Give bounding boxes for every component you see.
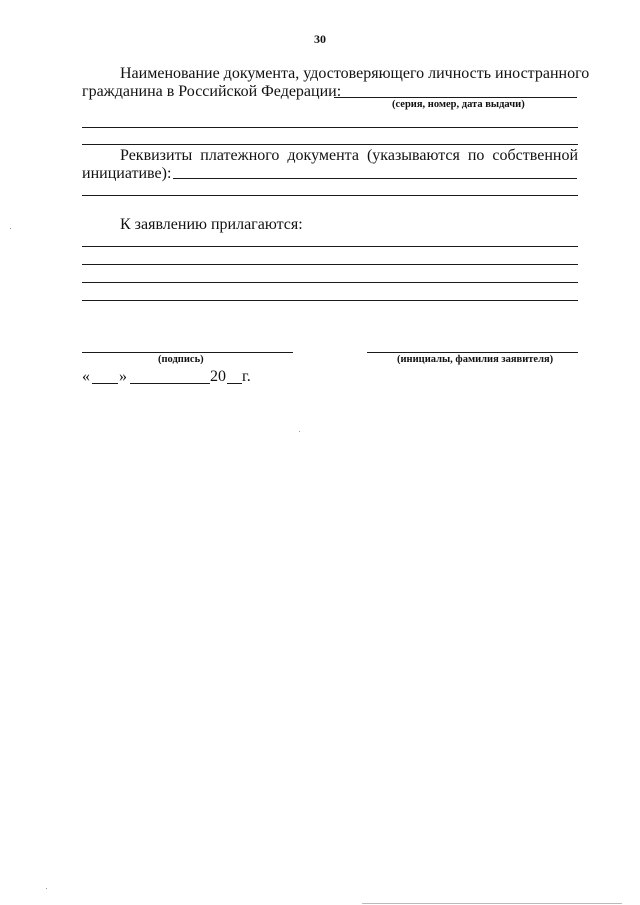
id-document-hint: (серия, номер, дата выдачи) <box>392 99 525 110</box>
id-document-label: гражданина в Российской Федерации: <box>82 83 342 100</box>
date-year-suffix: г. <box>242 368 251 385</box>
payment-details-label: инициативе): <box>82 165 172 182</box>
scan-speck <box>299 431 300 432</box>
scan-speck <box>10 228 11 229</box>
date-close-quote: » <box>119 368 127 385</box>
payment-details-heading: Реквизиты платежного документа (указываются по собственной <box>120 147 578 164</box>
payment-details-field-line-2[interactable] <box>82 195 578 196</box>
id-document-field-line-2[interactable] <box>82 127 578 128</box>
signature-line[interactable] <box>82 352 293 353</box>
signature-hint: (подпись) <box>158 354 204 365</box>
date-year-prefix: 20 <box>210 368 226 385</box>
date-month-field[interactable] <box>130 383 210 384</box>
attachments-label: К заявлению прилагаются: <box>120 216 303 233</box>
attachments-line-4[interactable] <box>82 300 578 301</box>
id-document-heading: Наименование документа, удостоверяющего личность иностранного <box>120 65 590 82</box>
payment-details-field-line[interactable] <box>173 178 577 179</box>
attachments-line-1[interactable] <box>82 246 578 247</box>
name-hint: (инициалы, фамилия заявителя) <box>397 354 554 365</box>
scan-speck <box>46 888 47 889</box>
attachments-line-2[interactable] <box>82 264 578 265</box>
date-year-field[interactable] <box>227 383 242 384</box>
date-day-field[interactable] <box>92 383 118 384</box>
page-number: 30 <box>314 32 326 46</box>
attachments-line-3[interactable] <box>82 282 578 283</box>
id-document-field-line-3[interactable] <box>82 144 578 145</box>
name-line[interactable] <box>367 352 578 353</box>
id-document-field-line[interactable] <box>334 97 577 98</box>
scan-bottom-edge <box>362 903 622 904</box>
date-open-quote: « <box>82 368 90 385</box>
